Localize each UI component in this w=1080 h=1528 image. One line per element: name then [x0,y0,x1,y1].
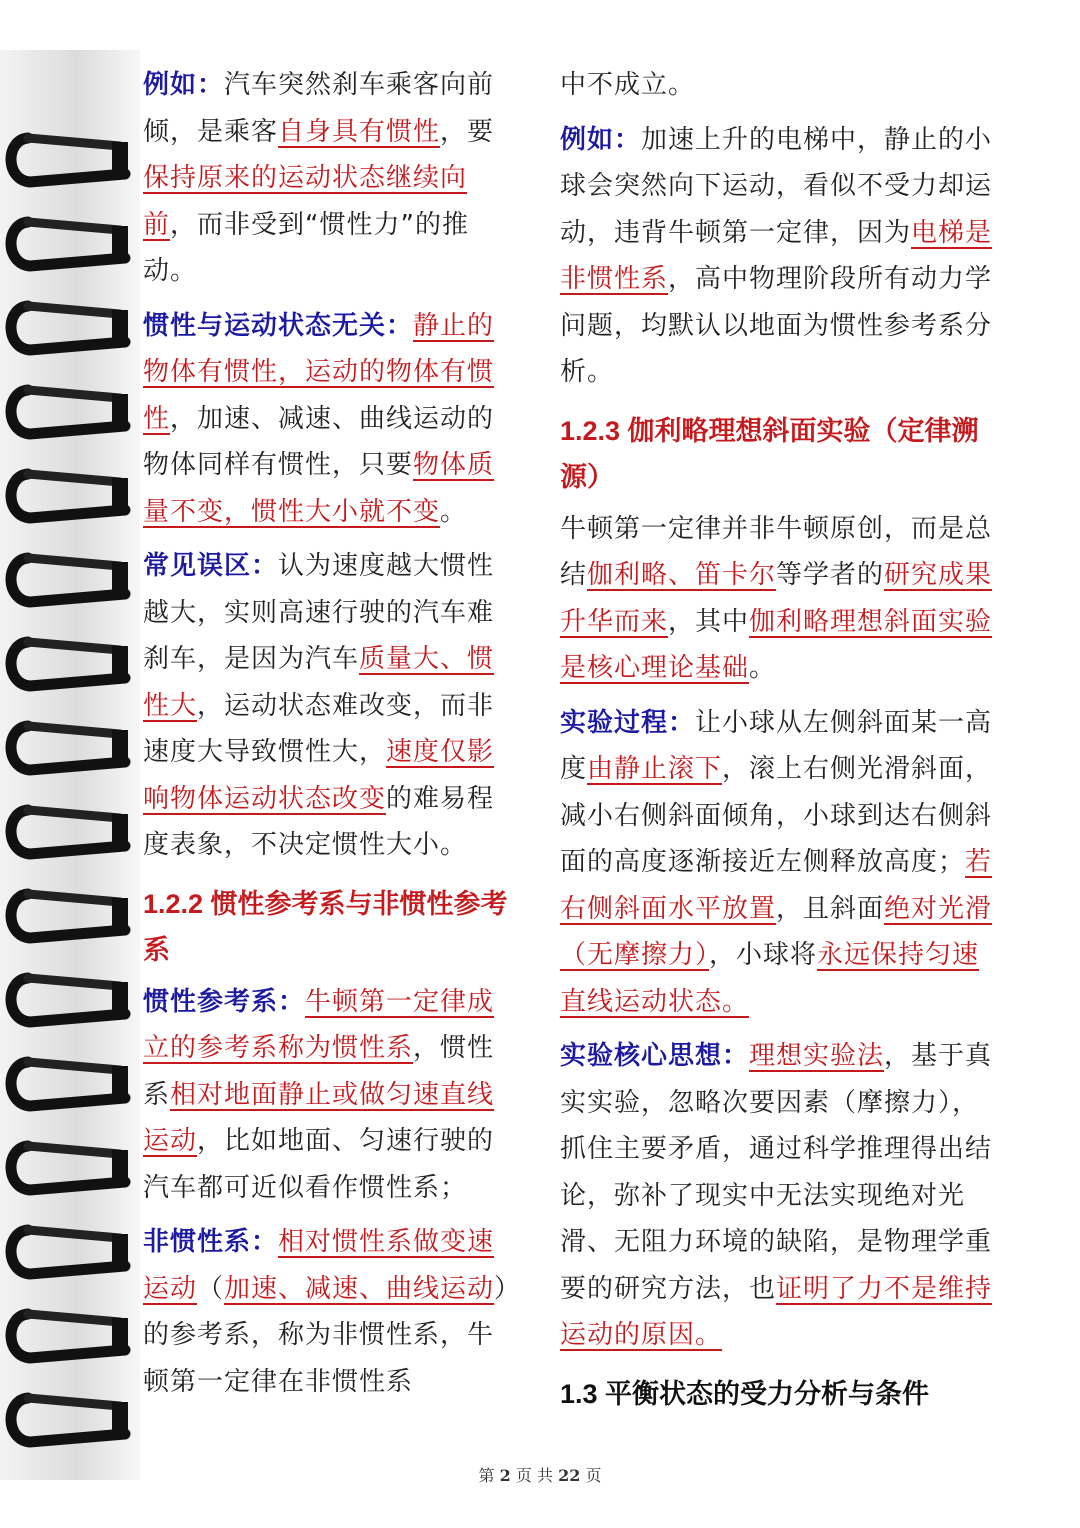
spiral-ring [11,390,128,434]
page-footer [0,1463,1080,1486]
highlight: 理想实验法 [749,1041,885,1071]
footer-pre: 第 [478,1466,495,1485]
label: 例如： [143,70,225,100]
spiral-ring [11,894,128,938]
text: 加速上升的电梯中，静止的小球会突然向下运动，看似不受力却运动，违背牛顿第一定律，因为 [560,124,993,248]
spiral-binding [0,50,140,1480]
paragraph-continuation: 中不成立。 [560,70,696,100]
footer-mid: 页 共 [515,1466,553,1485]
label: 惯性与运动状态无关： [143,310,414,341]
label: 实验过程： [560,707,696,738]
spiral-ring [11,978,128,1022]
paragraph-misconception [143,543,513,869]
text: 认为速度越大惯性越大，实则高速行驶的汽车难刹车，是因为汽车 [143,551,495,674]
highlight: 保持原来的运动状态继续向前 [143,163,468,240]
text: 牛顿第一定律并非牛顿原创，而是总结 [560,513,993,590]
text: 等学者的 [776,560,885,590]
footer-total-pages: 22 [558,1466,581,1485]
text: 的难易程度表象，不决定惯性大小。 [143,783,495,860]
highlight: 伽利略、笛卡尔 [587,560,777,590]
highlight: 由静止滚下 [587,754,723,784]
paragraph-elevator-example [560,117,1000,396]
paragraph-experiment-process [560,700,1000,1026]
spiral-ring [11,474,128,518]
paragraph-inertia-motion [143,303,513,536]
text: ，而非受到“惯性力”的推动。 [143,209,469,286]
text: 让小球从左侧斜面某一高度 [560,707,993,784]
text: ，运动状态难改变，而非速度大导致惯性大， [143,690,495,767]
paragraph-inertial-frame [143,979,513,1212]
label: 例如： [560,124,642,155]
section-heading-1-2-3: 1.2.3 伽利略理想斜面实验（定律溯源） [560,415,979,492]
section-heading-1-3: 1.3 平衡状态的受力分析与条件 [560,1378,930,1409]
highlight: 加速、减速、曲线运动 [224,1273,495,1304]
spiral-ring [11,558,128,602]
text: ，高中物理阶段所有动力学问题，均默认以地面为惯性参考系分析。 [560,264,993,387]
highlight: 物体质量不变，惯性大小就不变 [143,450,495,527]
text: ，惯性系 [143,1033,495,1110]
label: 实验核心思想： [560,1041,750,1071]
highlight: 静止的物体有惯性，运动的物体有惯性 [143,310,495,434]
spiral-ring [11,306,128,350]
highlight: 自身具有惯性 [278,116,441,147]
highlight: 研究成果升华而来 [560,560,993,637]
spiral-ring [11,1314,128,1358]
highlight: 牛顿第一定律成立的参考系称为惯性系 [143,986,495,1063]
text: 汽车突然刹车乘客向前倾，是乘客 [143,70,495,147]
spiral-rings-graphic [0,50,140,1480]
text: （ [197,1273,225,1304]
footer-page-number: 2 [499,1466,511,1485]
spiral-ring [11,1062,128,1106]
highlight: 相对地面静止或做匀速直线运动 [143,1079,495,1156]
left-column [143,62,513,1413]
label: 惯性参考系： [143,986,306,1017]
highlight: 绝对光滑（无摩擦力） [560,893,993,970]
text: ，基于真实实验，忽略次要因素（摩擦力），抓住主要矛盾，通过科学推理得出结论，弥补了现实中无法实现绝对光滑、无阻力环境的缺陷，是物理学重要的研究方法，也 [560,1041,993,1304]
text: ，要 [440,116,495,147]
spiral-ring [11,810,128,854]
paragraph-origin [560,506,1000,692]
text: ，滚上右侧光滑斜面，减小右侧斜面倾角，小球到达右侧斜面的高度逐渐接近左侧释放高度； [560,754,993,877]
label: 常见误区： [143,551,279,581]
spiral-ring [11,138,128,182]
section-heading-1-2-2: 1.2.2 惯性参考系与非惯性参考系 [143,888,508,965]
paragraph-non-inertial-frame [143,1219,513,1405]
spiral-ring [11,222,128,266]
spiral-ring [11,642,128,686]
highlight: 速度仅影响物体运动状态改变 [143,737,495,814]
text: ）的参考系，称为非惯性系，牛顿第一定律在非惯性系 [143,1273,509,1397]
text: ，小球将 [709,940,818,970]
text: ，比如地面、匀速行驶的汽车都可近似看作惯性系； [143,1126,495,1203]
text: 。 [440,496,468,527]
highlight: 永远保持匀速直线运动状态。 [560,940,980,1017]
spiral-ring [11,726,128,770]
highlight: 质量大、惯性大 [143,644,495,721]
highlight: 电梯是非惯性系 [560,217,993,294]
right-column [560,62,1000,1423]
highlight: 相对惯性系做变速运动 [143,1227,495,1304]
spiral-ring [11,1230,128,1274]
spiral-ring [11,1146,128,1190]
highlight: 证明了力不是维持运动的原因。 [560,1273,993,1350]
spiral-ring [11,1398,128,1442]
text: 。 [749,653,777,683]
highlight: 若右侧斜面水平放置 [560,847,993,924]
text: ，且斜面 [776,893,885,924]
footer-post: 页 [585,1466,602,1485]
text: ，其中 [668,606,750,637]
label: 非惯性系： [143,1227,279,1257]
paragraph-example-inertia [143,62,513,295]
highlight: 伽利略理想斜面实验是核心理论基础 [560,606,993,683]
text: ，加速、减速、曲线运动的物体同样有惯性，只要 [143,403,495,480]
paragraph-core-idea [560,1033,1000,1359]
